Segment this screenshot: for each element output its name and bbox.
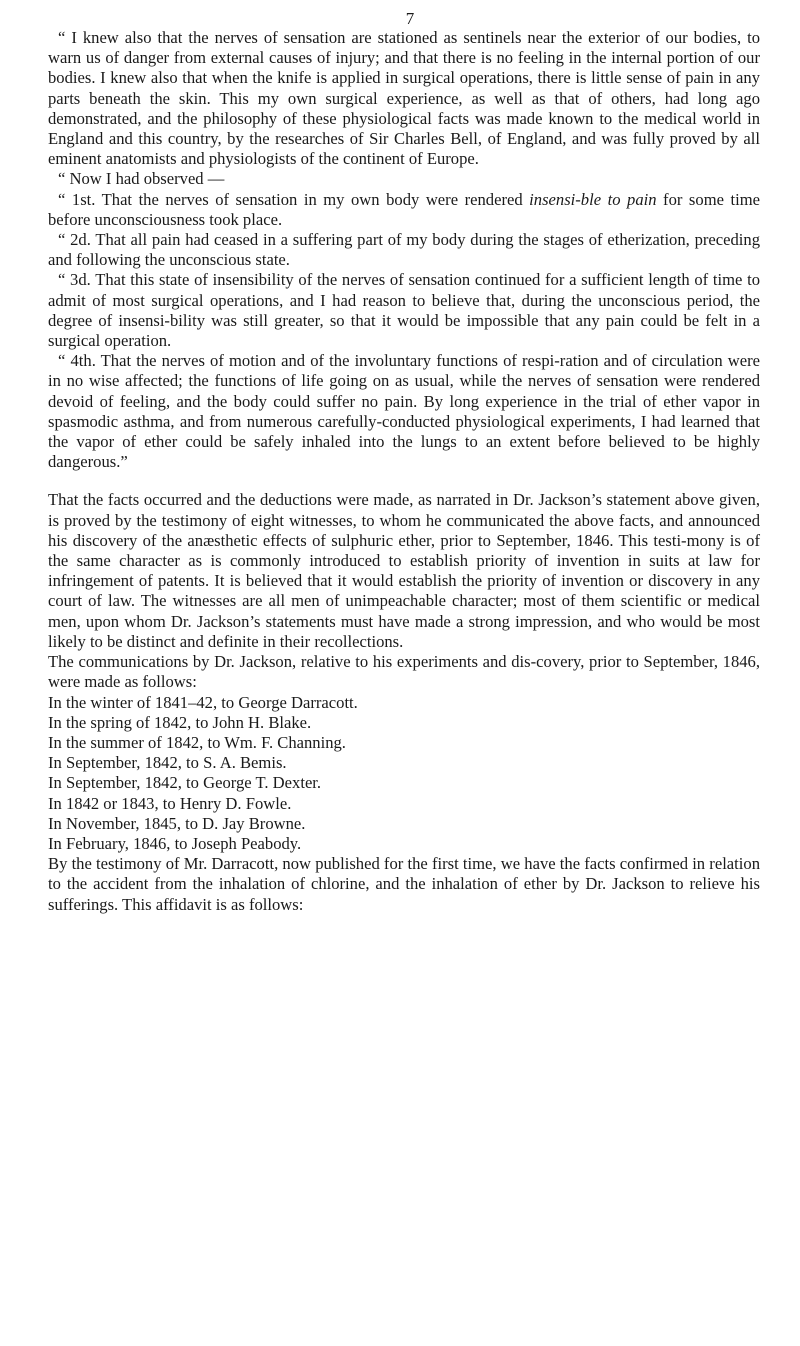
quote-paragraph-3-text-a: “ 1st. That the nerves of sensation in my own body were rendered: [58, 189, 530, 209]
list-item: In the winter of 1841–42, to George Darracott.: [48, 692, 358, 712]
list-item: In 1842 or 1843, to Henry D. Fowle.: [48, 793, 292, 813]
quote-paragraph-4: “ 2d. That all pain had ceased in a suffering part of my body during the stages of etherization, preceding and following the unconscious state.: [48, 230, 760, 270]
quote-paragraph-6: “ 4th. That the nerves of motion and of the involuntary functions of respi-ration and of circulation were in no wise affected; the functions of life going on as usual, while the nerves of sensation were rendered devoid of feeling, and the body could suffer no pain. By long experience in the trial of ether vapor in spasmodic asthma, and from numerous carefully-conducted physiological experiments, I had learned that the vapor of ether could be safely inhaled into the lungs to an extent before believed to be highly dangerous.”: [48, 351, 760, 472]
quote-paragraph-3: [48, 190, 760, 230]
list-item: In February, 1846, to Joseph Peabody.: [48, 833, 302, 853]
list-item: In September, 1842, to S. A. Bemis.: [48, 753, 287, 773]
page-number: 7: [405, 9, 415, 28]
list-item: In September, 1842, to George T. Dexter.: [48, 773, 322, 793]
list-item: In November, 1845, to D. Jay Browne.: [48, 813, 306, 833]
quote-paragraph-2: “ Now I had observed —: [58, 169, 225, 189]
body-paragraph-1: That the facts occurred and the deductions were made, as narrated in Dr. Jackson’s statement above given, is proved by the testimony of eight witnesses, to whom he communicated the above facts, and announced his discovery of the anæsthetic effects of sulphuric ether, prior to September, 1846. This testi-mony is of the same character as is commonly introduced to establish priority of invention in suits at law for infringement of patents. It is believed that it would establish the priority of invention or discovery in any court of law. The witnesses are all men of unimpeachable character; most of them scientific or medical men, upon whom Dr. Jackson’s statements must have made a strong impression, and who would be most likely to be distinct and definite in their recollections.: [48, 490, 760, 651]
list-item: In the spring of 1842, to John H. Blake.: [48, 712, 312, 732]
closing-paragraph: By the testimony of Mr. Darracott, now published for the first time, we have the facts confirmed in relation to the accident from the inhalation of chlorine, and the inhalation of ether by Dr. Jackson to relieve his sufferings. This affidavit is as follows:: [48, 854, 760, 914]
list-item: In the summer of 1842, to Wm. F. Channing.: [48, 732, 346, 752]
quote-paragraph-1: “ I knew also that the nerves of sensation are stationed as sentinels near the exterior of our bodies, to warn us of danger from external causes of injury; and that there is no feeling in the internal portion of our bodies. I knew also that when the knife is applied in surgical operations, there is little sense of pain in any parts beneath the skin. This my own surgical experience, as well as that of others, had long ago demonstrated, and the philosophy of these physiological facts was made known to the medical world in England and this country, by the researches of Sir Charles Bell, of England, and was fully proved by all eminent anatomists and physiologists of the continent of Europe.: [48, 28, 760, 169]
quote-paragraph-5: “ 3d. That this state of insensibility of the nerves of sensation continued for a sufficient length of time to admit of most surgical operations, and I had reason to believe that, during the unconscious period, the degree of insensi-bility was still greater, so that it would be impossible that any pain could be felt in a surgical operation.: [48, 270, 760, 351]
communications-list: [48, 693, 760, 855]
quote-paragraph-3-text-b: for some time before unconsciousness took place.: [48, 189, 760, 229]
quote-paragraph-3-emphasis: insensi-ble to pain: [529, 189, 657, 209]
body-paragraph-2: The communications by Dr. Jackson, relative to his experiments and dis-covery, prior to September, 1846, were made as follows:: [48, 652, 760, 692]
